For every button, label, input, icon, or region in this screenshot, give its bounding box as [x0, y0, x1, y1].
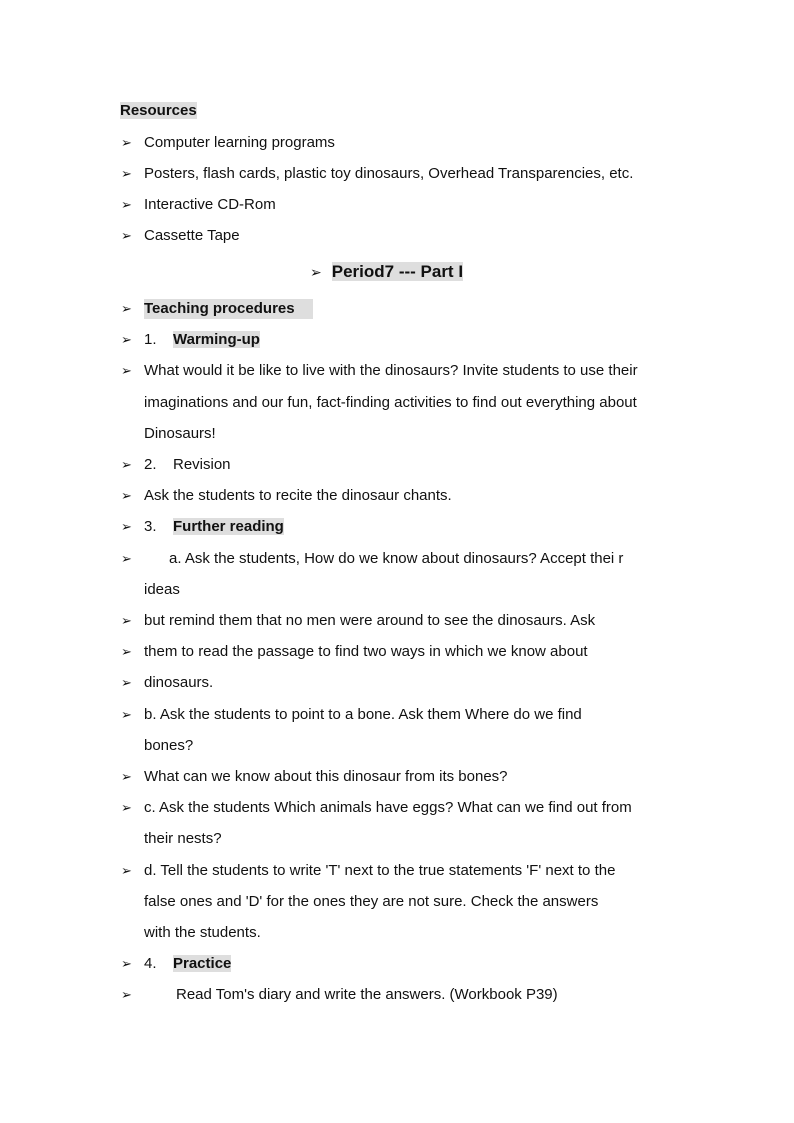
paragraph-line: imaginations and our fun, fact-finding activities to find out everything about: [144, 394, 637, 411]
resource-item: Cassette Tape: [144, 227, 240, 244]
section-number: 3.: [144, 518, 157, 535]
arrow-bullet-icon: ➢: [121, 613, 132, 628]
arrow-bullet-icon: ➢: [121, 519, 132, 534]
paragraph-line: Dinosaurs!: [144, 425, 216, 442]
arrow-bullet-icon: ➢: [121, 488, 132, 503]
section-title: Revision: [173, 456, 231, 473]
resource-item: Posters, flash cards, plastic toy dinosaurs, Overhead Transparencies, etc.: [144, 165, 634, 182]
paragraph-line: Ask the students to recite the dinosaur chants.: [144, 487, 452, 504]
paragraph-line: b. Ask the students to point to a bone. Ask them Where do we find: [144, 706, 582, 723]
section-number: 4.: [144, 955, 157, 972]
arrow-bullet-icon: ➢: [121, 166, 132, 181]
paragraph-line: false ones and 'D' for the ones they are not sure. Check the answers: [144, 893, 599, 910]
resources-heading-text: Resources: [120, 102, 197, 119]
section-title: Practice: [173, 955, 232, 972]
arrow-bullet-icon: ➢: [310, 264, 322, 280]
arrow-bullet-icon: ➢: [121, 551, 132, 566]
paragraph-line: but remind them that no men were around to see the dinosaurs. Ask: [144, 612, 596, 629]
paragraph-line: d. Tell the students to write 'T' next to the true statements 'F' next to the: [144, 862, 616, 879]
paragraph-line: What would it be like to live with the dinosaurs? Invite students to use their: [144, 362, 638, 379]
paragraph-line: bones?: [144, 737, 194, 754]
arrow-bullet-icon: ➢: [121, 769, 132, 784]
arrow-bullet-icon: ➢: [121, 863, 132, 878]
arrow-bullet-icon: ➢: [121, 332, 132, 347]
paragraph-line: dinosaurs.: [144, 674, 214, 691]
paragraph-line: c. Ask the students Which animals have eggs? What can we find out from: [144, 799, 632, 816]
resources-heading: [120, 101, 197, 121]
section-number: 1.: [144, 331, 157, 348]
arrow-bullet-icon: ➢: [121, 301, 132, 316]
arrow-bullet-icon: ➢: [121, 363, 132, 378]
paragraph-line: What can we know about this dinosaur from its bones?: [144, 768, 508, 785]
arrow-bullet-icon: ➢: [121, 457, 132, 472]
paragraph-line: them to read the passage to find two ways in which we know about: [144, 643, 588, 660]
paragraph-line: a. Ask the students, How do we know about dinosaurs? Accept thei r: [169, 550, 624, 567]
paragraph-line: ideas: [144, 581, 180, 598]
period-title: [310, 262, 463, 283]
period-title-text: Period7 --- Part I: [331, 262, 464, 281]
section-number: 2.: [144, 456, 157, 473]
section-title: Further reading: [173, 518, 284, 535]
resource-item: Interactive CD-Rom: [144, 196, 276, 213]
section-title: Warming-up: [173, 331, 260, 348]
arrow-bullet-icon: ➢: [121, 135, 132, 150]
arrow-bullet-icon: ➢: [121, 675, 132, 690]
paragraph-line: their nests?: [144, 830, 222, 847]
arrow-bullet-icon: ➢: [121, 228, 132, 243]
resource-item: Computer learning programs: [144, 134, 335, 151]
arrow-bullet-icon: ➢: [121, 956, 132, 971]
arrow-bullet-icon: ➢: [121, 987, 132, 1002]
paragraph-line: with the students.: [144, 924, 261, 941]
arrow-bullet-icon: ➢: [121, 800, 132, 815]
procedures-heading-text: Teaching procedures: [144, 299, 313, 319]
arrow-bullet-icon: ➢: [121, 707, 132, 722]
arrow-bullet-icon: ➢: [121, 197, 132, 212]
paragraph-line: Read Tom's diary and write the answers. (Workbook P39): [176, 986, 558, 1003]
arrow-bullet-icon: ➢: [121, 644, 132, 659]
